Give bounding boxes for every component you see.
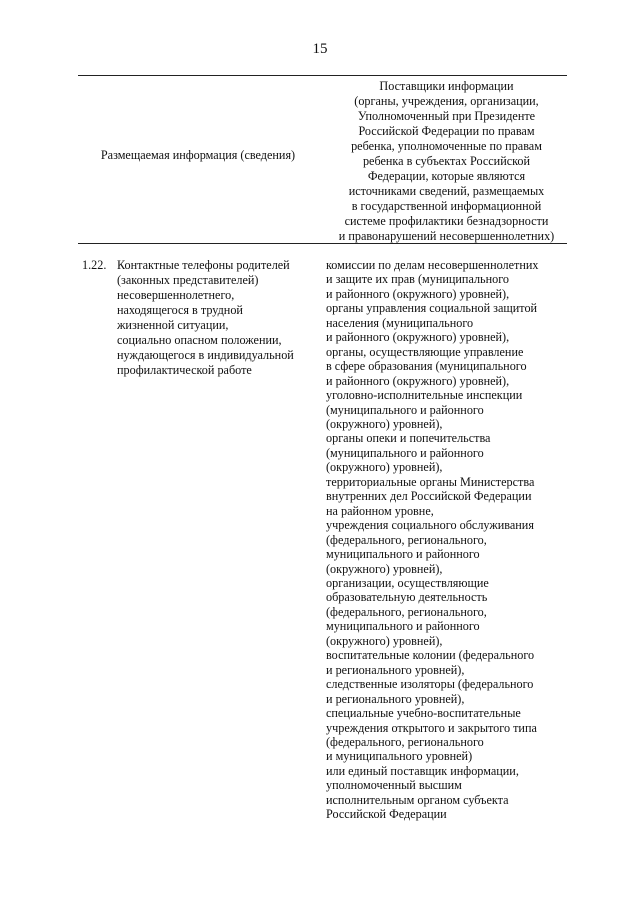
table-header-rule — [78, 243, 567, 244]
page-number: 15 — [312, 41, 328, 57]
row-info: Контактные телефоны родителей (законных представителей) несовершеннолетнего, находящегося в трудной жизненной ситуации, социально опасном положении, нуждающегося в индивидуальной профилактической работе — [117, 258, 294, 377]
header-providers-column: Поставщики информации (органы, учреждения, организации, Уполномоченный при Президенте Российской Федерации по правам ребенка, уполномоченные по правам ребенка в субъектах Российской Федерации, которые являются источниками сведений, размещаемых в государственной информационной системе профилактики безнадзорности и правонарушений несовершеннолетних) — [338, 79, 555, 243]
table-top-rule — [78, 75, 567, 76]
row-providers: комиссии по делам несовершеннолетних и защите их прав (муниципального и районного (окружного) уровней), органы управления социальной защитой населения (муниципального и районного (окружного) уровней), органы, осуществляющие управление в сфере образования (муниципального и районного (окружного) уровней), уголовно-исполнительные инспекции (муниципального и районного (окружного) уровней), органы опеки и попечительства (муниципального и районного (окружного) уровней), территориальные органы Министерства внутренних дел Российской Федерации на районном уровне, учреждения социального обслуживания (федерального, регионального, муниципального и районного (окружного) уровней), организации, осуществляющие образовательную деятельность (федерального, регионального, муниципального и районного (окружного) уровней), воспитательные колонии (федерального и регионального уровней), следственные изоляторы (федерального и регионального уровней), специальные учебно-воспитательные учреждения открытого и закрытого типа (федерального, регионального и муниципального уровней) или единый поставщик информации, уполномоченный высшим исполнительным органом субъекта Российской Федерации — [326, 258, 539, 822]
header-info-column: Размещаемая информация (сведения) — [100, 148, 296, 162]
row-number: 1.22. — [82, 258, 107, 272]
